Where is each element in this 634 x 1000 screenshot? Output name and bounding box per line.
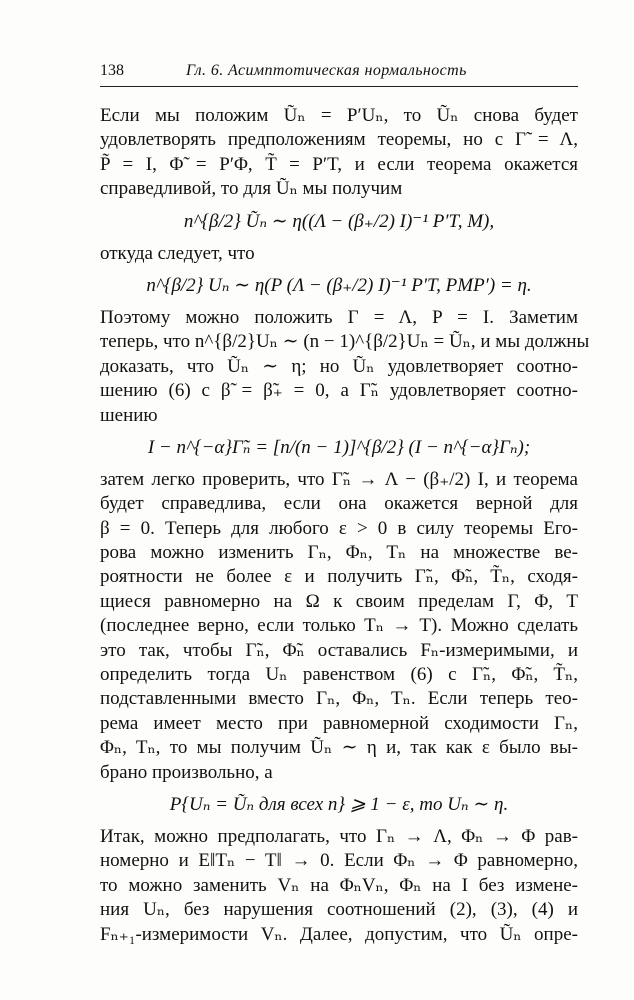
paragraph-1: [100, 104, 578, 202]
text-line: номерно и E‖Tₙ − T‖ → 0. Если Φₙ → Φ равномерно,: [100, 850, 578, 872]
text-line: P̃ = I, Φ̃ = P′Φ, T̃ = P′T, и если теорема окажется: [100, 153, 578, 175]
paragraph-4: [100, 468, 578, 785]
text-line: определить тогда Uₙ равенством (6) с Γ̃ₙ, Φ̃ₙ, T̃ₙ,: [100, 664, 578, 686]
text-line: рова можно изменить Γₙ, Φₙ, Tₙ на множестве ве-: [100, 542, 578, 564]
text-line: откуда следует, что: [100, 242, 255, 264]
paragraph-3: [100, 306, 590, 428]
page-number: 138: [100, 62, 124, 79]
page-body: [100, 104, 590, 947]
text-line: справедливой, то для Ũₙ мы получим: [100, 178, 403, 200]
paragraph-2: [100, 242, 578, 266]
formula-3: I − n^{−α}Γ̃ₙ = [n/(n − 1)]^{β/2} (I − n^{−α}Γₙ);: [147, 436, 531, 458]
text-line: затем легко проверить, что Γ̃ₙ → Λ − (β₊/2) I, и теорема: [100, 468, 578, 490]
text-line: удовлетворять предположениям теоремы, но с Γ̃ = Λ,: [100, 129, 578, 151]
text-line: теперь, что n^{β/2}Uₙ ∼ (n − 1)^{β/2}Uₙ = Ũₙ, и мы должны: [100, 331, 590, 353]
text-line: (последнее верно, если только Tₙ → T). Можно сделать: [100, 615, 578, 637]
text-line: щиеся равномерно на Ω к своим пределам Γ, Φ, T: [100, 590, 578, 612]
text-line: Φₙ, Tₙ, то мы получим Ũₙ ∼ η и, так как ε было вы-: [100, 737, 578, 759]
text-line: Поэтому можно положить Γ = Λ, P = I. Заметим: [100, 306, 578, 328]
text-line: Если мы положим Ũₙ = P′Uₙ, то Ũₙ снова будет: [100, 105, 578, 126]
page-header: [100, 62, 578, 87]
running-title: Гл. 6. Асимптотическая нормальность: [186, 62, 467, 79]
text-line: доказать, что Ũₙ ∼ η; но Ũₙ удовлетворяет соотно-: [100, 355, 578, 377]
formula-1: n^{β/2} Ũₙ ∼ η((Λ − (β₊/2) I)⁻¹ P′T, M),: [183, 210, 495, 232]
text-line: будет справедлива, если она окажется верной для: [100, 493, 578, 515]
text-line: β = 0. Теперь для любого ε > 0 в силу теоремы Его-: [100, 517, 578, 539]
text-line: подставленными вместо Γₙ, Φₙ, Tₙ. Если теперь тео-: [100, 688, 578, 710]
text-line: то можно заменить Vₙ на ΦₙVₙ, Φₙ на I без измене-: [100, 874, 578, 896]
text-line: роятности не более ε и получить Γ̃ₙ, Φ̃ₙ, T̃ₙ, сходя-: [100, 566, 578, 588]
text-line: Итак, можно предполагать, что Γₙ → Λ, Φₙ → Φ рав-: [100, 825, 578, 847]
formula-4: P{Uₙ = Ũₙ для всех n} ⩾ 1 − ε, то Uₙ ∼ η.: [169, 793, 509, 815]
paragraph-5: [100, 825, 578, 947]
formula-2: n^{β/2} Uₙ ∼ η(P (Λ − (β₊/2) I)⁻¹ P′T, PMP′) = η.: [146, 274, 532, 296]
text-line: ния Uₙ, без нарушения соотношений (2), (3), (4) и: [100, 899, 578, 921]
text-line: Fₙ₊₁-измеримости Vₙ. Далее, допустим, что Ũₙ опре-: [100, 923, 578, 945]
text-line: это так, чтобы Γ̃ₙ, Φ̃ₙ оставались Fₙ-измеримыми, и: [100, 639, 578, 661]
text-line: брано произвольно, а: [100, 761, 273, 783]
text-line: рема имеет место при равномерной сходимости Γₙ,: [100, 712, 578, 734]
text-line: шению: [100, 404, 158, 426]
text-line: шению (6) с β̃ = β̃₊ = 0, а Γ̃ₙ удовлетворяет соотно-: [100, 380, 578, 402]
